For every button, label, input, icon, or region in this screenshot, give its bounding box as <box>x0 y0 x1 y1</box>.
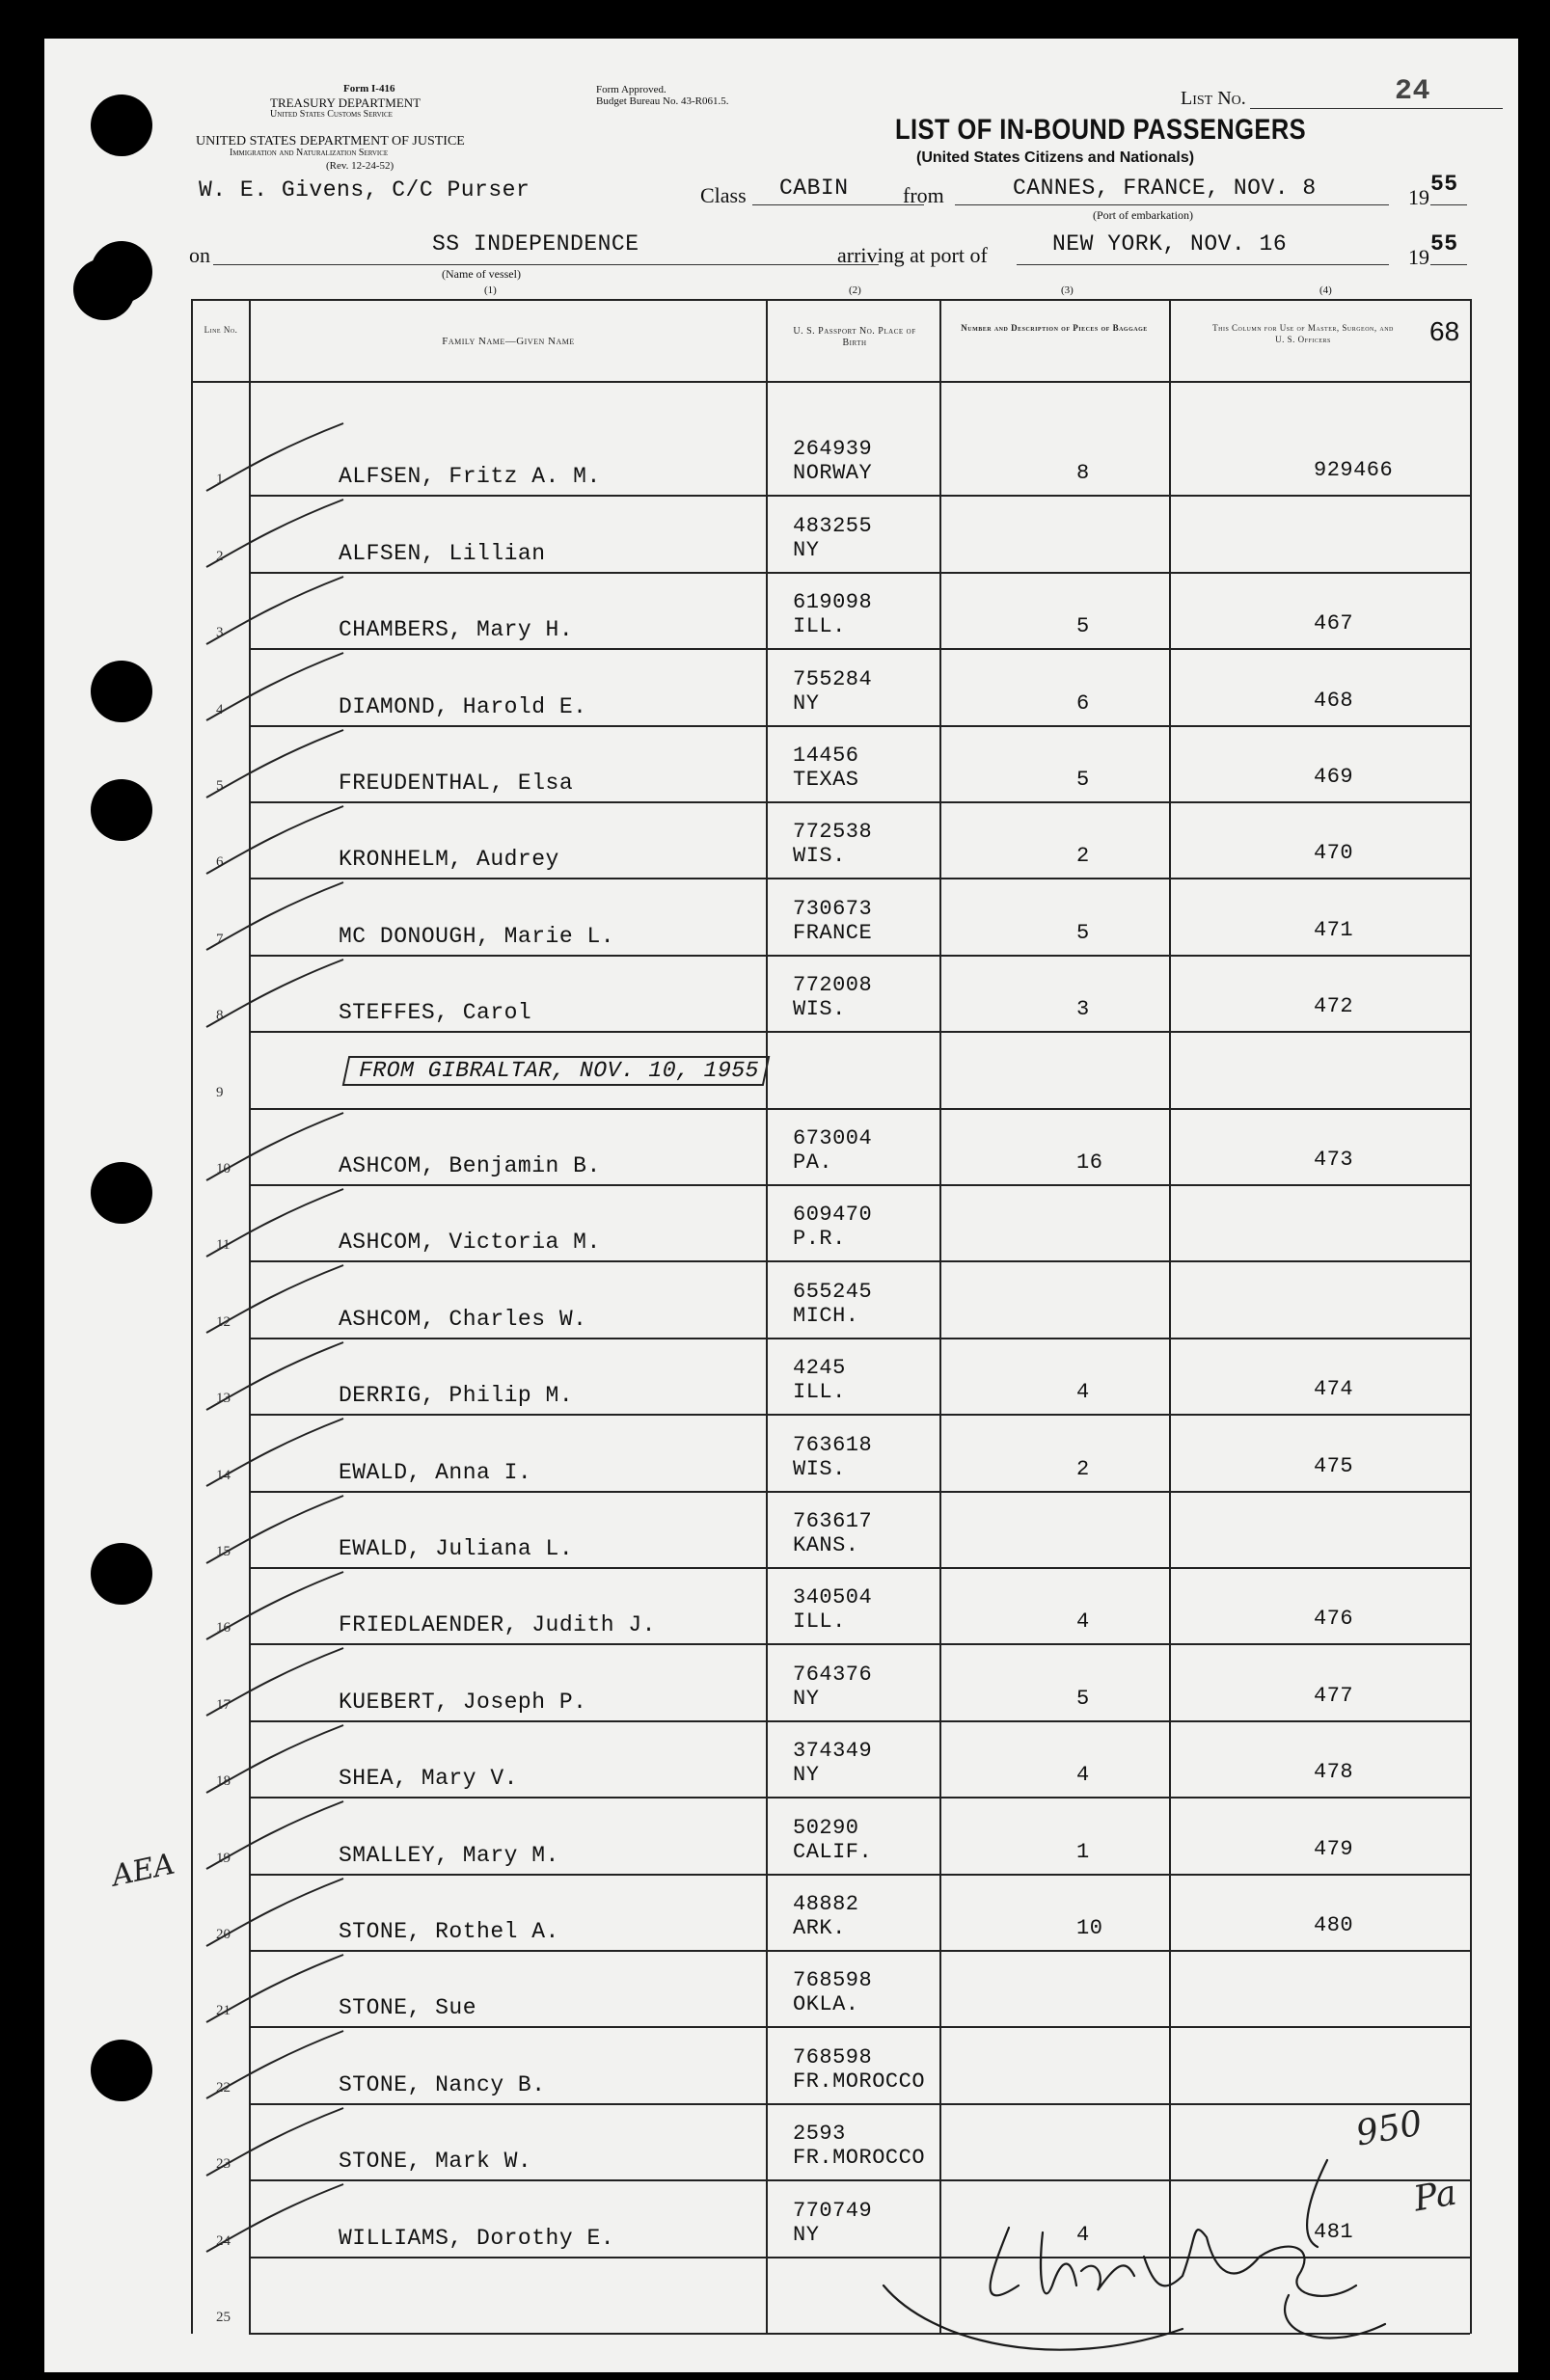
col-num-1: (1) <box>484 284 497 296</box>
baggage-count: 2 <box>1076 844 1090 869</box>
passport-number: 48882 <box>793 1892 859 1916</box>
baggage-count: 6 <box>1076 690 1090 716</box>
passenger-name: EWALD, Juliana L. <box>339 1536 574 1561</box>
line-number: 5 <box>216 778 224 794</box>
baggage-count: 4 <box>1076 1763 1090 1788</box>
place-of-birth: NY <box>793 537 820 562</box>
passport-number: 763618 <box>793 1432 873 1457</box>
passport-number: 770749 <box>793 2198 873 2223</box>
line-number: 2 <box>216 548 224 564</box>
form-sheet <box>44 39 1518 2372</box>
section-heading: FROM GIBRALTAR, NOV. 10, 1955 <box>342 1056 770 1086</box>
col-num-2: (2) <box>849 284 861 296</box>
from-value: CANNES, FRANCE, NOV. 8 <box>1013 176 1317 201</box>
place-of-birth: FR.MOROCCO <box>793 2146 926 2171</box>
officer-entry: 472 <box>1314 994 1354 1019</box>
passport-number: 730673 <box>793 896 873 921</box>
line-number: 21 <box>216 2003 231 2019</box>
baggage-count: 16 <box>1076 1150 1103 1175</box>
class-label: Class <box>700 183 747 207</box>
corner-note-2: Pa <box>1410 2173 1460 2220</box>
passenger-name: STEFFES, Carol <box>339 1000 532 1026</box>
baggage-count: 5 <box>1076 920 1090 945</box>
year1-prefix: 19 <box>1408 185 1429 209</box>
officer-entry: 467 <box>1314 611 1354 636</box>
passport-number: 673004 <box>793 1126 873 1150</box>
passport-number: 619098 <box>793 590 873 615</box>
vessel-label: (Name of vessel) <box>442 267 521 281</box>
line-number: 24 <box>216 2232 231 2249</box>
officer-entry: 468 <box>1314 688 1354 713</box>
passenger-name: KRONHELM, Audrey <box>339 847 559 873</box>
officer-entry: 469 <box>1314 765 1354 789</box>
passport-number: 655245 <box>793 1279 873 1304</box>
passport-number: 14456 <box>793 744 859 768</box>
line-number: 16 <box>216 1620 231 1636</box>
place-of-birth: KANS. <box>793 1533 859 1557</box>
year2-suffix: 55 <box>1430 231 1458 257</box>
dept-treasury: TREASURY DEPARTMENT <box>270 95 421 110</box>
passport-number: 50290 <box>793 1815 859 1840</box>
class-value: CABIN <box>779 176 849 201</box>
line-number: 14 <box>216 1467 231 1483</box>
passport-number: 768598 <box>793 2044 873 2069</box>
col-num-4: (4) <box>1319 284 1332 296</box>
officer-entry: 479 <box>1314 1836 1354 1861</box>
place-of-birth: FR.MOROCCO <box>793 2069 926 2094</box>
arrival-value: NEW YORK, NOV. 16 <box>1052 231 1288 257</box>
passport-number: 772538 <box>793 820 873 845</box>
baggage-count: 10 <box>1076 1916 1103 1940</box>
passenger-name: SMALLEY, Mary M. <box>339 1842 559 1868</box>
year1-suffix: 55 <box>1430 172 1458 197</box>
place-of-birth: NY <box>793 1763 820 1788</box>
line-number: 20 <box>216 1927 231 1942</box>
officer-entry: 475 <box>1314 1453 1354 1478</box>
passenger-name: STONE, Mark W. <box>339 2149 532 2175</box>
baggage-count: 1 <box>1076 1839 1090 1864</box>
passenger-name: ALFSEN, Fritz A. M. <box>339 464 601 490</box>
vessel-name: SS INDEPENDENCE <box>432 231 639 257</box>
col-header-passport: U. S. Passport No. Place of Birth <box>793 326 916 348</box>
passenger-name: SHEA, Mary V. <box>339 1766 518 1792</box>
place-of-birth: WIS. <box>793 844 846 869</box>
place-of-birth: NY <box>793 690 820 716</box>
baggage-count: 5 <box>1076 768 1090 792</box>
passenger-name: ASHCOM, Charles W. <box>339 1306 587 1332</box>
baggage-count: 8 <box>1076 461 1090 486</box>
passenger-name: MC DONOUGH, Marie L. <box>339 923 615 949</box>
line-number: 11 <box>216 1237 231 1254</box>
revision: (Rev. 12-24-52) <box>326 160 394 172</box>
line-number: 1 <box>216 472 224 488</box>
baggage-count: 2 <box>1076 1456 1090 1481</box>
place-of-birth: WIS. <box>793 1456 846 1481</box>
baggage-count: 4 <box>1076 1609 1090 1635</box>
place-of-birth: MICH. <box>793 1303 859 1328</box>
on-label: on <box>189 243 210 267</box>
line-number: 23 <box>216 2156 231 2173</box>
officer-entry: 474 <box>1314 1377 1354 1402</box>
place-of-birth: ARK. <box>793 1916 846 1940</box>
port-embark-label: (Port of embarkation) <box>1093 208 1193 222</box>
page-title: LIST OF IN-BOUND PASSENGERS <box>895 114 1307 146</box>
page-tag: 68 <box>1429 316 1460 346</box>
passport-number: 768598 <box>793 1968 873 1993</box>
page-subtitle: (United States Citizens and Nationals) <box>916 149 1195 166</box>
place-of-birth: NORWAY <box>793 461 873 486</box>
signature-scribble <box>44 39 1518 2372</box>
line-number: 17 <box>216 1696 231 1713</box>
list-no: 24 <box>1395 75 1431 108</box>
line-number: 12 <box>216 1313 231 1330</box>
baggage-count: 5 <box>1076 614 1090 639</box>
officer-entry: 478 <box>1314 1760 1354 1785</box>
passenger-name: STONE, Sue <box>339 1995 477 2021</box>
passport-number: 4245 <box>793 1356 846 1381</box>
passenger-name: DIAMOND, Harold E. <box>339 693 587 719</box>
margin-handwritten-note: AEA <box>108 1847 178 1894</box>
passport-number: 340504 <box>793 1585 873 1610</box>
passenger-name: ALFSEN, Lillian <box>339 540 546 566</box>
passport-number: 264939 <box>793 437 873 462</box>
passport-number: 609470 <box>793 1203 873 1228</box>
baggage-count: 4 <box>1076 1380 1090 1405</box>
place-of-birth: CALIF. <box>793 1839 873 1864</box>
place-of-birth: TEXAS <box>793 768 859 792</box>
officer-entry: 473 <box>1314 1148 1354 1172</box>
place-of-birth: PA. <box>793 1150 833 1175</box>
passenger-name: ASHCOM, Benjamin B. <box>339 1153 601 1178</box>
passenger-name: CHAMBERS, Mary H. <box>339 617 574 643</box>
officer-entry: 929466 <box>1314 458 1394 483</box>
purser: W. E. Givens, C/C Purser <box>199 177 530 203</box>
dept-justice: UNITED STATES DEPARTMENT OF JUSTICE <box>196 134 465 149</box>
ins-service: Immigration and Naturalization Service <box>230 148 389 158</box>
passenger-name: ASHCOM, Victoria M. <box>339 1230 601 1256</box>
passport-number: 763617 <box>793 1509 873 1533</box>
arriving-label: arriving at port of <box>837 243 988 267</box>
baggage-count: 4 <box>1076 2222 1090 2247</box>
line-number: 8 <box>216 1008 224 1024</box>
customs-service: United States Customs Service <box>270 109 393 120</box>
place-of-birth: ILL. <box>793 614 846 639</box>
passenger-name: EWALD, Anna I. <box>339 1459 532 1485</box>
col-header-name: Family Name—Given Name <box>442 336 575 347</box>
passenger-name: KUEBERT, Joseph P. <box>339 1689 587 1715</box>
passport-number: 772008 <box>793 973 873 998</box>
col-num-3: (3) <box>1061 284 1074 296</box>
officer-entry: 471 <box>1314 917 1354 942</box>
line-number: 13 <box>216 1391 231 1407</box>
passport-number: 2593 <box>793 2122 846 2147</box>
place-of-birth: OKLA. <box>793 1992 859 2017</box>
form-approved: Form Approved. <box>596 84 666 95</box>
passport-number: 755284 <box>793 666 873 691</box>
place-of-birth: NY <box>793 1686 820 1711</box>
line-number: 15 <box>216 1544 231 1559</box>
passport-number: 483255 <box>793 513 873 538</box>
passenger-name: FRIEDLAENDER, Judith J. <box>339 1612 656 1638</box>
line-number: 19 <box>216 1850 231 1866</box>
officer-entry: 470 <box>1314 841 1354 866</box>
place-of-birth: P.R. <box>793 1227 846 1252</box>
line-number: 10 <box>216 1161 231 1176</box>
list-no-label: List No. <box>1181 88 1246 109</box>
officer-entry: 481 <box>1314 2219 1354 2244</box>
corner-note-1: 950 <box>1352 2103 1426 2154</box>
baggage-count: 3 <box>1076 997 1090 1022</box>
place-of-birth: FRANCE <box>793 920 873 945</box>
officer-entry: 480 <box>1314 1913 1354 1937</box>
place-of-birth: ILL. <box>793 1609 846 1635</box>
passenger-name: FREUDENTHAL, Elsa <box>339 771 574 796</box>
officer-entry: 476 <box>1314 1607 1354 1632</box>
line-number: 7 <box>216 931 224 947</box>
line-number: 3 <box>216 625 224 641</box>
year2-prefix: 19 <box>1408 245 1429 269</box>
line-number: 9 <box>216 1084 224 1100</box>
line-number: 25 <box>216 2310 231 2325</box>
form-number: Form I-416 <box>343 83 395 95</box>
passenger-name: STONE, Rothel A. <box>339 1919 559 1944</box>
officer-entry: 477 <box>1314 1683 1354 1708</box>
from-label: from <box>903 183 944 207</box>
budget-bureau: Budget Bureau No. 43-R061.5. <box>596 95 729 107</box>
line-number: 6 <box>216 854 224 871</box>
line-number: 22 <box>216 2079 231 2096</box>
passenger-name: WILLIAMS, Dorothy E. <box>339 2225 615 2251</box>
col-header-line: Line No. <box>204 325 238 335</box>
passenger-name: STONE, Nancy B. <box>339 2071 546 2097</box>
place-of-birth: WIS. <box>793 997 846 1022</box>
col-header-officers: This Column for Use of Master, Surgeon, and U. S. Officers <box>1212 323 1394 344</box>
passport-number: 764376 <box>793 1662 873 1687</box>
line-number: 4 <box>216 701 224 717</box>
place-of-birth: ILL. <box>793 1380 846 1405</box>
baggage-count: 5 <box>1076 1686 1090 1711</box>
passport-number: 374349 <box>793 1739 873 1764</box>
line-number: 18 <box>216 1773 231 1790</box>
place-of-birth: NY <box>793 2222 820 2247</box>
passenger-name: DERRIG, Philip M. <box>339 1383 574 1409</box>
col-header-baggage: Number and Description of Pieces of Baggage <box>961 323 1148 333</box>
